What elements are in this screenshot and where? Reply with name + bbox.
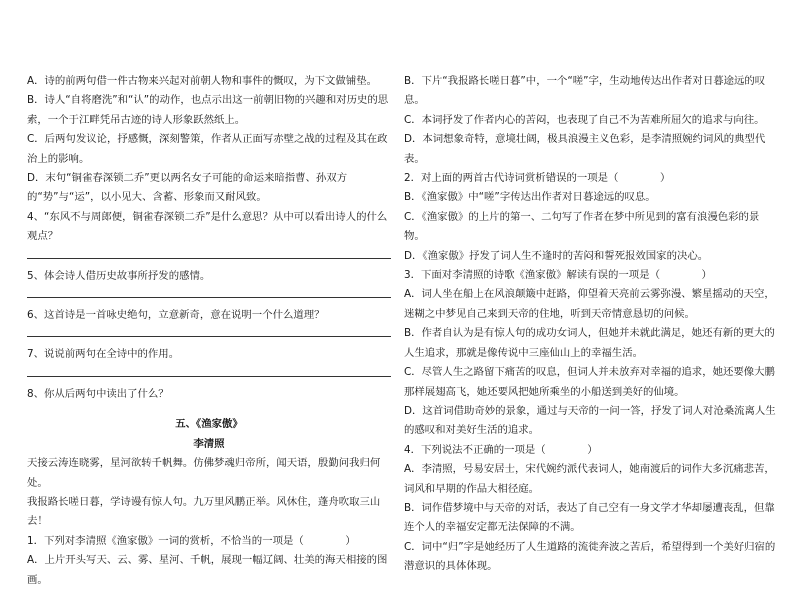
poem-question-1-option-a: A．上片开头写天、云、雾、星河、千帆，展现一幅辽阔、壮美的海天相接的图画。 (27, 554, 388, 586)
answer-line (27, 249, 391, 259)
question-8: 8、你从后两句中读出了什么？ (27, 387, 169, 400)
question-6: 6、这首诗是一首咏史绝句，立意新奇，意在说明一个什么道理？ (27, 309, 325, 322)
q3-option-a: A．词人坐在船上在风浪颠簸中赶路，仰望着天亮前云雾弥漫、繁星摇动的天空，迷糊之中梦见自己来到天帝的住地，听到天帝情意恳切的问候。 (404, 288, 775, 320)
question-4-right: 4．下列说法不正确的一项是（ ） (404, 443, 598, 456)
question-7: 7、说说前两句在全诗中的作用。 (27, 348, 180, 361)
question-3: 3．下面对李清照的诗歌《渔家傲》解读有误的一项是（ ） (404, 269, 712, 282)
q2-option-c: C．《渔家傲》的上片的第一、二句写了作者在梦中所见到的富有浪漫色彩的景物。 (404, 210, 760, 243)
poem-line-1: 天接云涛连晓雾，星河欲转千帆舞。仿佛梦魂归帝所，闻天语，殷勤问我归何处。 (27, 457, 381, 489)
q3-option-c: C．尽管人生之路留下痛苦的叹息，但词人并未放弃对幸福的追求，她还要像大鹏那样展翅高飞，她还要风把她所乘坐的小船送到美好的仙境。 (404, 366, 775, 398)
right-column (404, 72, 776, 577)
answer-line (27, 367, 391, 377)
option-a-text: A．诗的前两句借一件古物来兴起对前朝人物和事件的慨叹，为下文做铺垫。 (27, 75, 377, 87)
section-title: 五、《渔家傲》 (175, 418, 243, 431)
q4-option-a: A．李清照，号易安居士，宋代婉约派代表词人，她南渡后的词作大多沉痛悲苦，词风和早期的作品大相径庭。 (404, 463, 775, 495)
question-2: 2．对上面的两首古代诗词赏析错误的一项是（ ） (404, 172, 671, 185)
q3-option-d: D．这首词借助奇妙的景象，通过与天帝的一问一答，抒发了词人对沧桑流离人生的感叹和对美好生活的追求。 (404, 404, 776, 437)
question-4: 4、“东风不与周郎便，铜雀春深锁二乔”是什么意思？从中可以看出诗人的什么观点？ (27, 210, 388, 243)
q1-option-b: B．下片“我报路长嗟日暮”中，一个“嗟”字，生动地传达出作者对日暮途远的叹息。 (404, 75, 766, 107)
option-c-text: C．后两句发议论，抒感慨，深刻警策，作者从正面写赤壁之战的过程及其在政治上的影响。 (27, 133, 388, 165)
q2-option-b: B．《渔家傲》中“嗟”字传达出作者对日暮途远的叹息。 (404, 191, 656, 204)
q1-option-d: D．本词想象奇特，意境壮阔，极具浪漫主义色彩，是李清照婉约词风的典型代表。 (404, 133, 766, 165)
poem-line-2: 我报路长嗟日暮，学诗谩有惊人句。九万里风鹏正举。风休住，蓬舟吹取三山去！ (27, 495, 381, 528)
q1-option-c: C．本词抒发了作者内心的苦闷，也表现了自己不为苦难所屈欠的追求与向往。 (404, 113, 765, 126)
option-d-text: D．末句“铜雀春深锁二乔”更以两名女子可能的命运来暗指曹、孙双方的“势”与“运”，以小见大、含蓄、形象而又耐风致。 (27, 172, 348, 204)
answer-line (27, 327, 391, 337)
poem-author: 李清照 (193, 437, 225, 450)
left-column (27, 72, 391, 590)
option-b-text: B．诗人“自将磨洗”和“认”的动作，也点示出这一前朝旧物的兴趣和对历史的思索，一个于江畔凭吊古迹的诗人形象跃然纸上。 (27, 94, 389, 126)
q3-option-b: B．作者自认为是有惊人句的成功女词人，但她并未就此满足，她还有新的更大的人生追求，那就是像传说中三座仙山上的幸福生活。 (404, 327, 775, 359)
answer-line (27, 288, 391, 298)
q2-option-d: D．《渔家傲》抒发了词人生不逢时的苦闷和誓死报效国家的决心。 (404, 249, 709, 262)
q4-option-c: C．词中“归”字是她经历了人生道路的流徙奔波之苦后，希望得到一个美好归宿的潜意识的具体体现。 (404, 540, 776, 573)
poem-question-1: 1．下列对李清照《渔家傲》一词的赏析，不恰当的一项是（ ） (27, 534, 356, 547)
question-5: 5、体会诗人借历史故事所抒发的感情。 (27, 269, 211, 282)
q4-option-b: B．词作借梦境中与天帝的对话，表达了自己空有一身文学才华却屡遭丧乱，但靠连个人的幸福安定都无法保障的不满。 (404, 501, 775, 534)
